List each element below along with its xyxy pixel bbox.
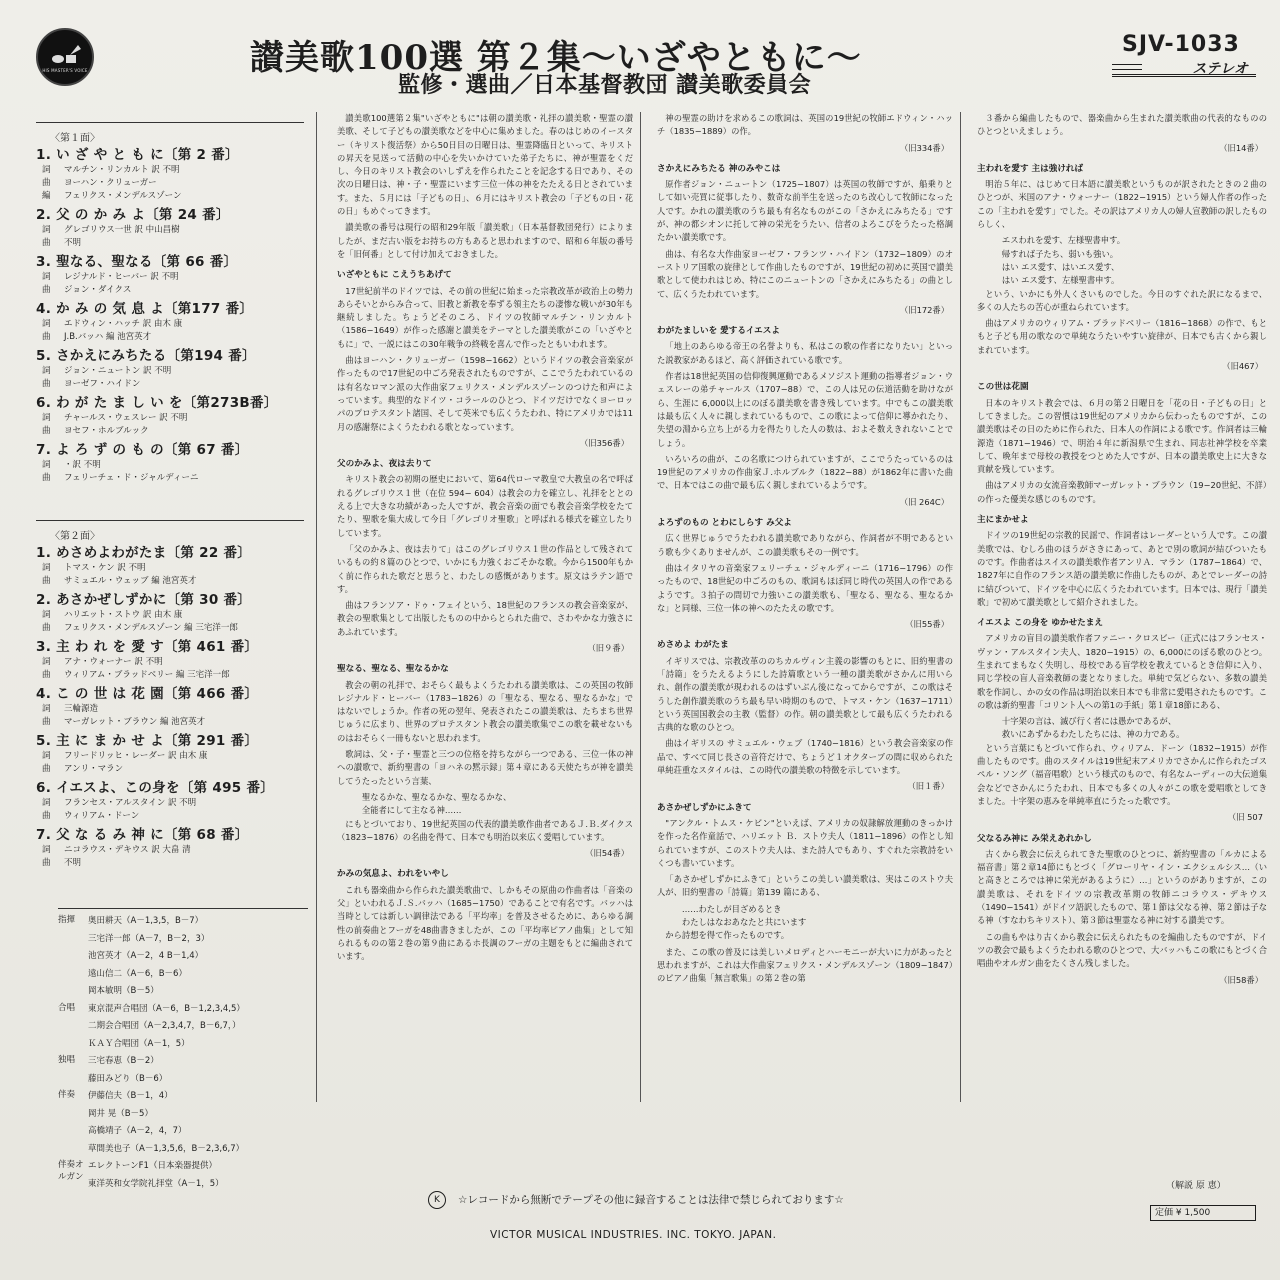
credit-name: ヨーハン・クリューガー (64, 178, 157, 188)
credit-role: 曲 (42, 764, 51, 774)
quoted-verse: 帰すれば子たち、弱いも強い。 (1001, 248, 1119, 259)
song-heading: 父なるみ神に み栄えあれかし (977, 833, 1092, 844)
paragraph: 古くから教会に伝えられてきた聖歌のひとつに、新約聖書の「ルカによる福音書」第２章14節にもとづく「グローリヤ・イン・エクシェルシス…（いと高きところでは神に栄光があるように）…」というのがありますが、この讃美歌は、それをドイツの宗教改革期の牧師ニコラウス・デキウス（1490−1541）がドイツ語訳したもので、第１節は父なる神、第２節は子なる神（すなわちキリスト）、第３節は聖霊なる神に対する讃美です。 (977, 848, 1267, 926)
paragraph: にもとづいており、19世紀英国の代表的讃美歌作曲者であるＪ.Ｂ.ダイクス（1823−1876）の名曲を得て、日本でも明治以来広く愛唱しています。 (337, 818, 633, 842)
track-title: 6. わ が た ま し い を〔第273B番〕 (36, 395, 278, 411)
credit-role: 詞 (42, 845, 51, 855)
track-credit (36, 224, 304, 237)
credit-role: 曲 (42, 178, 51, 188)
track-credit (36, 284, 304, 297)
credit-name: フェリクス・メンデルスゾーン 編 三宅洋一郎 (64, 623, 238, 633)
paragraph: 讃美歌100選第２集"いざやともに"は朝の讃美歌・礼拝の讃美歌・聖霊の讃美歌、そして子どもの讃美歌などを中心に集めました。春のはじめのイースター（キリスト復活祭）から50日目の日曜日は、聖霊降臨日といって、キリストの昇天を見送って活動の中心を失いかけていた弟子たちに、神が聖霊をくだし、今日のキリスト教会のいしずえを作られたことを記念する日であり、その次の日曜日は、神・子・聖霊にいます三位一体の神をたたえる日とされています。また、５月には「子どもの日」、６月にはキリスト教会の「子どもの日・花の日」もめぐってきます。 (337, 113, 633, 217)
quoted-verse: ……わたしが目ざめるとき (681, 903, 782, 914)
hymnal-reference: （旧467） (1222, 361, 1263, 372)
track-title: 3. 聖なる、聖なる〔第 66 番〕 (36, 254, 238, 270)
side-1-tracklist (36, 122, 304, 519)
paragraph: 曲はイタリヤの音楽家フェリーチェ・ジャルディーニ（1716−1796）の作ったもので、18世紀の中ごろのもの、歌詞もほぼ同じ時代の英国人の作であるようです。３拍子の問切で力強いこの讃美歌も、「聖なる、聖なる、聖なるかな」と同様、三位一体の神へのたたえの歌です。 (657, 562, 953, 613)
paragraph: ３番から編曲したもので、器楽曲から生まれた讃美歌曲の代表的なもののひとつといえましょう。 (977, 113, 1267, 137)
price-box: 定価 ¥ 1,500 (1150, 1205, 1256, 1221)
credit-role: 曲 (42, 717, 51, 727)
credit-role: 曲 (42, 332, 51, 342)
paragraph: から詩想を得て作ったものです。 (665, 930, 790, 941)
quoted-verse: はい エス愛す、左様聖書申す。 (1001, 275, 1120, 286)
track-title: 7. よ ろ ず の も の〔第 67 番〕 (36, 442, 249, 458)
credit-role: 詞 (42, 610, 51, 620)
song-heading: 聖なる、聖なる、聖なるかな (337, 664, 449, 675)
personnel-member: 東洋英和女学院礼拝堂（A－1，5） (88, 1178, 224, 1189)
track-credit (36, 164, 304, 177)
song-heading: かみの気息よ、われをいやし (337, 869, 449, 880)
personnel-member: 岡井 晃（B－5） (88, 1108, 153, 1119)
liner-notes-column-3 (960, 112, 1267, 1102)
track-entry (36, 826, 304, 870)
copyright-warning: ☆レコードから無断でテープその他に録音することは法律で禁じられております☆ (458, 1194, 844, 1206)
paragraph: これも器楽曲から作られた讃美歌曲で、しかもその原曲の作曲者は「音楽の父」といわれるＪ.Ｓ.バッハ（1685−1750）であることで有名です。バッハは当時としては新しい調律法である「平均率」を普及させるために、あらゆる調性の前奏曲とフーガを48曲書きましたが、この「平均率ピアノ曲集」として知られるものの第２巻の第９曲にあるホ長調のフーガの主題をもとに編曲されています。 (337, 884, 633, 962)
paragraph: いろいろの曲が、この名歌につけられていますが、ここでうたっているのは19世紀のアメリカの作曲家Ｊ.ホルブルク（1822−88）が1862年に書いた曲で、日本ではこの曲で最も広く親しまれているようです。 (657, 453, 953, 491)
paragraph: 教会の朝の礼拝で、おそらく最もよくうたわれる讃美歌は、この英国の牧師レジナルド・ヒーバー（1783−1826）の「聖なる、聖なる、聖なるかな」ではないでしょうか。作者の死の翌年、発表されたこの讃美歌は、たちまち世界じゅうに広まり、世界のプロテスタント教会の讃美歌集でこの歌を載せないものはおそらく一冊もないと思われます。 (337, 679, 633, 743)
hymnal-reference: （旧172番） (899, 304, 949, 315)
personnel-member: 岡本敏明（B－5） (88, 986, 159, 996)
hymnal-reference: （旧１番） (907, 781, 949, 792)
credit-name: フェリーチェ・ド・ジャルディーニ (64, 473, 199, 483)
track-title: 4. か み の 気 息 よ〔第177 番〕 (36, 301, 254, 317)
track-credit (36, 810, 304, 823)
track-credit (36, 575, 304, 588)
track-title: 2. あさかぜしずかに〔第 30 番〕 (36, 592, 252, 608)
paragraph: 「父のかみよ、夜は去りて」はこのグレゴリウス１世の作品として残されているもの約８篇のひとつで、いかにも力強くおごそかな歌。今から1500年もかく前に作られた歌だと思うと、わたしの感慨があります。原文はラテン語です。 (337, 543, 633, 594)
paragraph: キリスト教会の初期の歴史において、第64代ローマ教皇で大教皇の名で呼ばれるグレゴリウス１世（在位 594− 604）は教会の力を確立し、礼拝をととのえる上で大きな功績があった人ですが、教会音楽の面でも教会音楽学校をたてたり、聖歌を集大成して今日「グレゴリオ聖歌」と呼ばれる様式を確立したりしています。 (337, 474, 633, 538)
credit-name: ニコラウス・デキウス 訳 大畠 清 (64, 845, 191, 855)
song-heading: イエスよ この身を ゆかせたまえ (977, 618, 1103, 629)
track-title: 7. 父 な る み 神 に〔第 68 番〕 (36, 827, 249, 843)
dog-gramophone-icon (48, 41, 82, 67)
paragraph: 讃美歌の番号は現行の昭和29年版「讃美歌」（日本基督教団発行）によりましたが、まだ古い版をお持ちの方もあると思われますので、昭和６年版の番号を「旧何番」として付け加えておきました。 (337, 222, 633, 259)
personnel-member: 遠山信二（A－6，B－6） (88, 968, 187, 979)
credit-role: 曲 (42, 379, 51, 389)
personnel-role: 伴奏 (58, 1090, 76, 1100)
paragraph: "アンクル・トムス・ケビン"といえば、アメリカの奴隷解放運動のきっかけを作った名作童話で、ハリエット Ｂ．ストウ夫人（1811−1896）の作とし知られていますが、このストウ夫人は、また詩人でもあり、すぐれた宗教詩をいくつも書いています。 (657, 817, 953, 868)
paragraph: 曲は、有名な大作曲家ヨーゼフ・フランツ・ハイドン（1732−1809）のオーストリア国歌の旋律として作曲したものですが、19世紀の初めに英国で讃美歌として使われはじめ、特にこのニュートンの「さかえにみちたる」の曲として、広くうたわれています。 (657, 248, 953, 299)
personnel-member: 奥田耕天（A－1,3,5，B－7） (88, 916, 204, 926)
credit-name: ヨーゼフ・ハイドン (64, 379, 141, 389)
credit-role: 詞 (42, 798, 51, 808)
track-credit (36, 609, 304, 622)
personnel-members (88, 913, 209, 1001)
credit-role: 詞 (42, 460, 51, 470)
paragraph: イギリスでは、宗教改革ののちカルヴィン主義の影響のもとに、旧約聖書の「詩篇」をうたえるようにした詩篇歌という一種の讃美歌がさかんに用いられ、創作の讃美歌が現われるのはずいぶん後になってからですが、この歌はそうした創作讃美歌のうち最も早い時期のもので、トマス・ケン（1637−1711）という英国国教会の主教（監督）の作。朝の讃美歌として最も広くうたわれる古典的な歌のひとつ。 (657, 655, 953, 733)
personnel-members (88, 1001, 245, 1054)
credit-role: 曲 (42, 426, 51, 436)
credit-name: ジョン・ニュートン 訳 不明 (64, 366, 172, 376)
paragraph: 曲はイギリスの サミュエル・ウェブ（1740−1816）という教会音楽家の作品で、すべて同じ長さの音符だけで、ちょうど１オクターブの間に収められた単純荘重なスタイルは、この時代の讃美歌の特徴を示しています。 (657, 738, 953, 776)
album-subtitle: 監修・選曲／日本基督教団 讃美歌委員会 (398, 73, 812, 98)
hymnal-reference: （旧９番） (587, 642, 629, 653)
k-mark-icon: K (428, 1191, 446, 1209)
notes-author: （解説 原 恵） (1166, 1181, 1226, 1191)
track-credit (36, 750, 304, 763)
song-heading: さかえにみちたる 神のみやこは (657, 163, 781, 174)
paragraph: 曲はアメリカのウィリアム・ブラッドベリー（1816−1868）の作で、もともと子ども用の歌なので単純なうたいやすい旋律が、日本でも古くから親しまれています。 (977, 318, 1267, 355)
side-label: 〈第２面〉 (50, 531, 100, 542)
track-credit (36, 365, 304, 378)
track-credit (36, 425, 304, 438)
credit-name: サミュエル・ウェッブ 編 池宮英才 (64, 576, 197, 586)
paragraph: という、いかにも外人くさいものでした。今日のすぐれた訳になるまで、多くの人たちの苦心が重ねられています。 (977, 288, 1267, 312)
credit-role: 曲 (42, 811, 51, 821)
personnel-member: 藤田みどり（B－6） (88, 1073, 168, 1084)
credit-role: 曲 (42, 238, 51, 248)
paragraph: 「地上のあらゆる帝王の名誉よりも、私はこの歌の作者になりたい」といった説教家があるほど、高く評価されている歌です。 (657, 341, 953, 365)
credit-role: 編 (42, 191, 51, 201)
hymnal-reference: （旧356番） (579, 437, 629, 448)
personnel-member: 高橋靖子（A－2，4，7） (88, 1126, 187, 1136)
personnel-member: 池宮英才（A－2，4 B－1,4） (88, 951, 204, 961)
credit-role: 曲 (42, 623, 51, 633)
side-label: 〈第１面〉 (50, 133, 100, 144)
personnel-role: 伴奏オルガン (58, 1160, 84, 1182)
song-heading: あさかぜしずかにふきて (657, 802, 752, 813)
song-heading: 主にまかせよ (977, 515, 1029, 526)
personnel-member: 二期会合唱団（A－2,3,4,7，B－6,7，） (88, 1021, 241, 1031)
paragraph: という言葉にもとづいて作られ、ウィリアム．ドーン（1832−1915）が作曲したものです。曲のスタイルは19世紀末アメリカでさかんに作られたゴスペル・ソング（福音唱歌）という様式のもので、有名なムーディーの大伝道集会などでさかんにうたわれ、日本でも多くの人々がこの歌を愛唱歌としてきました。十字架の恵みを単純率直にうたった歌です。 (977, 742, 1267, 806)
stereo-badge: ステレオ (1112, 58, 1256, 77)
personnel-role: 合唱 (58, 1002, 76, 1013)
credit-name: ウィリアム・ブラッドベリー 編 三宅洋一郎 (64, 670, 230, 680)
song-heading: いざやともに こえうちあげて (337, 270, 452, 281)
credit-name: トマス・ケン 訳 不明 (64, 563, 146, 573)
record-label-logo (36, 28, 94, 86)
song-heading: わがたましいを 愛するイエスよ (657, 326, 780, 337)
credit-role: 詞 (42, 319, 51, 329)
hymnal-reference: （旧334番） (899, 142, 949, 153)
catalog-number: SJV-1033 (1122, 32, 1240, 57)
paragraph: また、この歌の普及には美しいメロディとハーモニーが大いに力があったと思われますが、これは大作曲家フェリクス・メンデルスゾーン（1809−1847）のピアノ曲集「無言歌集」の第２巻の第 (657, 946, 953, 984)
credit-role: 詞 (42, 704, 51, 714)
personnel-members (88, 1088, 244, 1158)
track-title: 1. い ざ や と も に〔第 2 番〕 (36, 147, 239, 163)
track-entry (36, 394, 304, 438)
personnel-group (58, 1158, 308, 1193)
track-credit (36, 237, 304, 250)
paragraph: 歌詞は、父・子・聖霊と三つの位格を持ちながら一つである、三位一体の神への讃歌で、新約聖書の「ヨハネの黙示録」第４章にある天使たちが神を讃美してうたったという言葉、 (337, 749, 633, 786)
track-credit (36, 622, 304, 635)
credit-role: 曲 (42, 285, 51, 295)
credit-name: レジナルド・ヒーバー 訳 不明 (64, 272, 179, 282)
credit-name: アナ・ウォーナー 訳 不明 (64, 657, 163, 667)
track-title: 2. 父 の か み よ〔第 24 番〕 (36, 207, 230, 223)
paragraph: 「あさかぜしずかにふきて」というこの美しい讃美歌は、実はこのストウ夫人が、旧約聖書の「詩篇」第139 篇にある、 (657, 874, 953, 898)
paragraph: 曲はヨーハン・クリューガー（1598−1662）というドイツの教会音楽家が作ったもので17世紀の中ごろ発表されたものですが、ここでうたわれているのは有名なロマン派の大作曲家フェリクス・メンデルスゾーンのつけた和声によっています。典型的なドイツ・コラールのひとつ、ドイツだけでなくヨーロッパのプロテスタント諸国、そして英米でも広くうたわれ、特にアメリカでは11月の感謝祭によくうたわれる歌となっています。 (337, 355, 633, 432)
credit-role: 詞 (42, 225, 51, 235)
track-title: 5. さかえにみちたる〔第194 番〕 (36, 348, 256, 364)
track-entry (36, 591, 304, 635)
track-credit (36, 703, 304, 716)
track-entry (36, 300, 304, 344)
track-entry (36, 146, 304, 203)
credit-name: チャールス・ウェスレー 訳 不明 (64, 413, 188, 423)
song-heading: めさめよ わがたま (657, 640, 729, 651)
credit-name: アンリ・マラン (64, 764, 124, 774)
quoted-verse: 救いにあずかるわたしたちには、神の力である。 (1001, 729, 1185, 740)
credit-name: フリードリッヒ・レーダー 訳 由木 康 (64, 751, 208, 761)
personnel-member: 三宅洋一郎（A－7，B－2，3） (88, 933, 210, 944)
credit-role: 曲 (42, 670, 51, 680)
credit-name: ジョン・ダイクス (64, 285, 132, 295)
credit-name: 不明 (64, 238, 82, 248)
hymnal-reference: （旧54番） (585, 848, 629, 859)
credit-role: 詞 (42, 272, 51, 282)
track-entry (36, 732, 304, 776)
song-heading: 主われを愛す 主は強ければ (977, 163, 1084, 174)
album-title: 讃美歌100選 第２集〜いざやともに〜 (250, 38, 862, 78)
personnel-group (58, 1053, 308, 1088)
credit-role: 詞 (42, 366, 51, 376)
personnel-member: ＫＡＹ合唱団（A－1，5） (88, 1038, 190, 1049)
liner-notes-column-1 (316, 112, 633, 1102)
track-credit (36, 763, 304, 776)
side-2-tracklist (36, 520, 304, 925)
hymnal-reference: （旧14番） (1219, 142, 1263, 153)
paragraph: ドイツの19世紀の宗教的民謡で、作詞者はレーダーという人です。この讃美歌では、むしろ曲のほうがさきにあって、あとで別の歌詞が結びついたものです。作曲者はスイスの讃美歌作者アンリＡ．マラン（1787−1864）で、1827年に自作のフランス語の讃美歌に作曲したものが、あとでレーダーの詩に結びついて、ドイツを中心に広くうたわれています。日本では、現行「讃美歌」で初めて讃美歌として紹介されました。 (977, 530, 1267, 607)
credit-name: フランセス・アルスタイン 訳 不明 (64, 798, 197, 808)
song-heading: よろずのもの とわにしらす み父よ (657, 518, 792, 529)
credit-name: マーガレット・ブラウン 編 池宮英才 (64, 717, 206, 727)
paragraph: 日本のキリスト教会では、６月の第２日曜日を「花の日・子どもの日」としてきました。この習慣は19世紀のアメリカから伝わったものですが、この讃美歌はその日のために作られた、日本人の作詞による歌です。作詞者は三輪源造（1871−1946）で、明治４年に新潟県で生まれ、同志社神学校を卒業して、晩年まで母校の教授をつとめた人ですが、日本の讃美歌史上に大きな貢献を残しています。 (977, 397, 1267, 475)
track-credit (36, 844, 304, 857)
personnel-role: 独唱 (58, 1055, 76, 1065)
paragraph: 曲はアメリカの女流音楽教師マーガレット・ブラウン（19−20世紀、不詳）の作った優美な感じのものです。 (977, 480, 1267, 504)
track-entry (36, 253, 304, 297)
credit-name: マルチン・リンカルト 訳 不明 (64, 165, 180, 175)
credit-role: 詞 (42, 657, 51, 667)
track-title: 1. めさめよわがたま〔第 22 番〕 (36, 545, 252, 561)
track-entry (36, 347, 304, 391)
credit-name: グレゴリウス一世 訳 中山昌樹 (64, 225, 180, 235)
credit-name: ・訳 不明 (64, 460, 101, 470)
track-entry (36, 544, 304, 588)
personnel-group (58, 1001, 308, 1054)
track-title: 6. イエスよ、この身を〔第 495 番〕 (36, 780, 275, 796)
credit-role: 曲 (42, 473, 51, 483)
paragraph: 明治５年に、はじめて日本語に讃美歌というものが訳されたときの２曲のひとつが、米国のアナ・ウォーナー（1822−1915）という婦人作者の作ったこの「主われを愛す」でした。その訳はアメリカ人の婦人宣教師の訳したものらしく、 (977, 179, 1267, 230)
song-heading: この世は花園 (977, 382, 1029, 393)
hymnal-reference: （旧55番） (905, 619, 949, 630)
quoted-verse: はい エス愛す、はいエス愛す、 (1001, 261, 1120, 272)
hymnal-reference: （旧 507 (1227, 812, 1263, 823)
paragraph: 原作者ジョン・ニュートン（1725−1807）は英国の牧師ですが、船乗りとして如い売買に従事したり、数奇な前半生を送ったのち改心して牧師になった人です。かれの讃美歌のうち最も有名なものがこの「さかえにみちたる」ですが、神の都シオンに托して神の栄光をうたい、信者のよろこびをうたった格調たかい讃美歌です。 (657, 179, 953, 243)
track-credit (36, 459, 304, 472)
credit-name: 三輪源造 (64, 704, 99, 714)
track-credit (36, 318, 304, 331)
quoted-verse: 聖なるかな、聖なるかな、聖なるかな、 (361, 791, 512, 802)
track-entry (36, 638, 304, 682)
credit-role: 曲 (42, 576, 51, 586)
credit-role: 詞 (42, 563, 51, 573)
track-credit (36, 378, 304, 391)
personnel-member: 東京混声合唱団（A－6，B－1,2,3,4,5） (88, 1003, 245, 1014)
track-credit (36, 331, 304, 344)
track-entry (36, 441, 304, 485)
track-credit (36, 857, 304, 870)
credit-role: 詞 (42, 751, 51, 761)
track-title: 5. 主 に ま か せ よ〔第 291 番〕 (36, 733, 259, 749)
track-credit (36, 562, 304, 575)
paragraph: アメリカの盲目の讃美歌作者ファニー・クロスビー（正式にはフランセス・ヴァン・アルスタイン夫人、1820−1915）の、6,000にのぼる歌のひとつ。生まれてまもなく失明し、母校である盲学校を教えているとき信仰に入り、同じ学校の盲人音楽教師の妻となりました。単純で気どらない、多数の讃美歌を作詞し、かの女の作品は明治以来日本でも非常に愛唱されたものです。この歌は新約聖書「コリント人への第1の手紙」第１章18節にある、 (977, 633, 1267, 710)
track-title: 3. 主 わ れ を 愛 す〔第 461 番〕 (36, 639, 259, 655)
track-credit (36, 716, 304, 729)
credit-name: ヨセフ・ホルブルック (64, 426, 149, 436)
credit-role: 詞 (42, 413, 51, 423)
liner-notes-column-2 (640, 112, 953, 1102)
quoted-verse: 十字架の言は、滅び行く者には愚かであるが、 (1001, 716, 1177, 727)
track-credit (36, 797, 304, 810)
song-heading: 父のかみよ、夜は去りて (337, 459, 432, 470)
track-credit (36, 271, 304, 284)
paragraph: 17世紀前半のドイツでは、その前の世紀に始まった宗教改革が政治上の勢力あらそいとからみ合って、旧教と新教を奉ずる領主たちの凄惨な戦いが30年も継続しました。ちょうどそのころ、ドイツの牧師マルチン・リンカルト（1586−1649）が作った感謝と讃美をテーマとした讃美歌がこの「いざやともに」で、一説にはこの30年戦争の終戦を喜んで作ったともいわれます。 (337, 285, 633, 349)
credit-name: ウィリアム・ドーン (64, 811, 140, 821)
logo-text: HIS MASTER'S VOICE (42, 68, 88, 73)
personnel-member: 草間美也子（A－1,3,5,6，B－2,3,6,7） (88, 1143, 245, 1154)
quoted-verse: 全能者にして主なる神…… (361, 805, 462, 816)
paragraph: 作者は18世紀英国の信仰復興運動であるメソジスト運動の指導者ジョン・ウェスレーの弟チャールス（1707−88）で、この人は兄の伝道活動を助けながら、生涯に 6,000以上にのぼる讃美歌を書き残しています。中でもこの讃美歌は最も広く人々に親しまれているもので、この歌によって信仰に導かれたり、失望の淵から立ち上がる力を得たりした人の数は、およそ数えきれないことでしょう。 (657, 371, 953, 448)
credit-name: 不明 (64, 858, 82, 868)
personnel-group (58, 1088, 308, 1158)
credit-role: 詞 (42, 165, 51, 175)
company-name: VICTOR MUSICAL INDUSTRIES. INC. TOKYO. JAPAN. (490, 1229, 777, 1241)
personnel-group (58, 913, 308, 1001)
track-credit (36, 472, 304, 485)
personnel-member: 伊藤信夫（B－1，4） (88, 1091, 173, 1101)
track-entry (36, 779, 304, 823)
personnel-members (88, 1053, 167, 1088)
track-entry (36, 685, 304, 729)
track-credit (36, 669, 304, 682)
credit-role: 曲 (42, 858, 51, 868)
track-entry (36, 206, 304, 250)
personnel-members (88, 1158, 224, 1193)
track-credit (36, 412, 304, 425)
personnel-role: 指揮 (58, 915, 76, 925)
paragraph: この曲もやはり古くから教会に伝えられたものを編曲したものですが、ドイツの教会で最もよくうたわれる歌のひとつで、大バッハもこの歌にもとづく合唱曲やオルガン曲をたくさん残しました。 (977, 931, 1267, 969)
paragraph: 神の聖霊の助けを求めるこの歌詞は、英国の19世紀の牧師エドウィン・ハッチ（1835−1889）の作。 (657, 113, 953, 137)
credit-name: ハリエット・ストウ 訳 由木 康 (64, 610, 183, 620)
credit-name: J.B.バッハ 編 池宮英才 (64, 332, 152, 342)
personnel-credits (58, 908, 308, 1193)
quoted-verse: わたしはなおあなたと共にいます (681, 917, 807, 928)
credit-name: フェリクス・メンデルスゾーン (64, 191, 182, 201)
track-credit (36, 190, 304, 203)
paragraph: 曲はフランソア・ドゥ・フェイという、18世紀のフランスの教会音楽家が、教会の聖歌集として出版したものの中からとられた曲で、さわやかな力強さにあふれています。 (337, 600, 633, 637)
track-title: 4. こ の 世 は 花 園〔第 466 番〕 (36, 686, 259, 702)
hymnal-reference: （旧58番） (1219, 974, 1263, 985)
track-credit (36, 177, 304, 190)
track-credit (36, 656, 304, 669)
quoted-verse: エスわれを愛す、左様聖書申す。 (1001, 235, 1126, 246)
credit-name: エドウィン・ハッチ 訳 由木 康 (64, 319, 183, 329)
personnel-member: 三宅春恵（B－2） (88, 1056, 159, 1066)
paragraph: 広く世界じゅうでうたわれる讃美歌でありながら、作詞者が不明であるという歌も少くありませんが、この讃美歌もその一例です。 (657, 533, 953, 557)
personnel-member: エレクトーンF1（日本楽器提供） (88, 1161, 217, 1171)
hymnal-reference: （旧 264C） (899, 496, 949, 507)
